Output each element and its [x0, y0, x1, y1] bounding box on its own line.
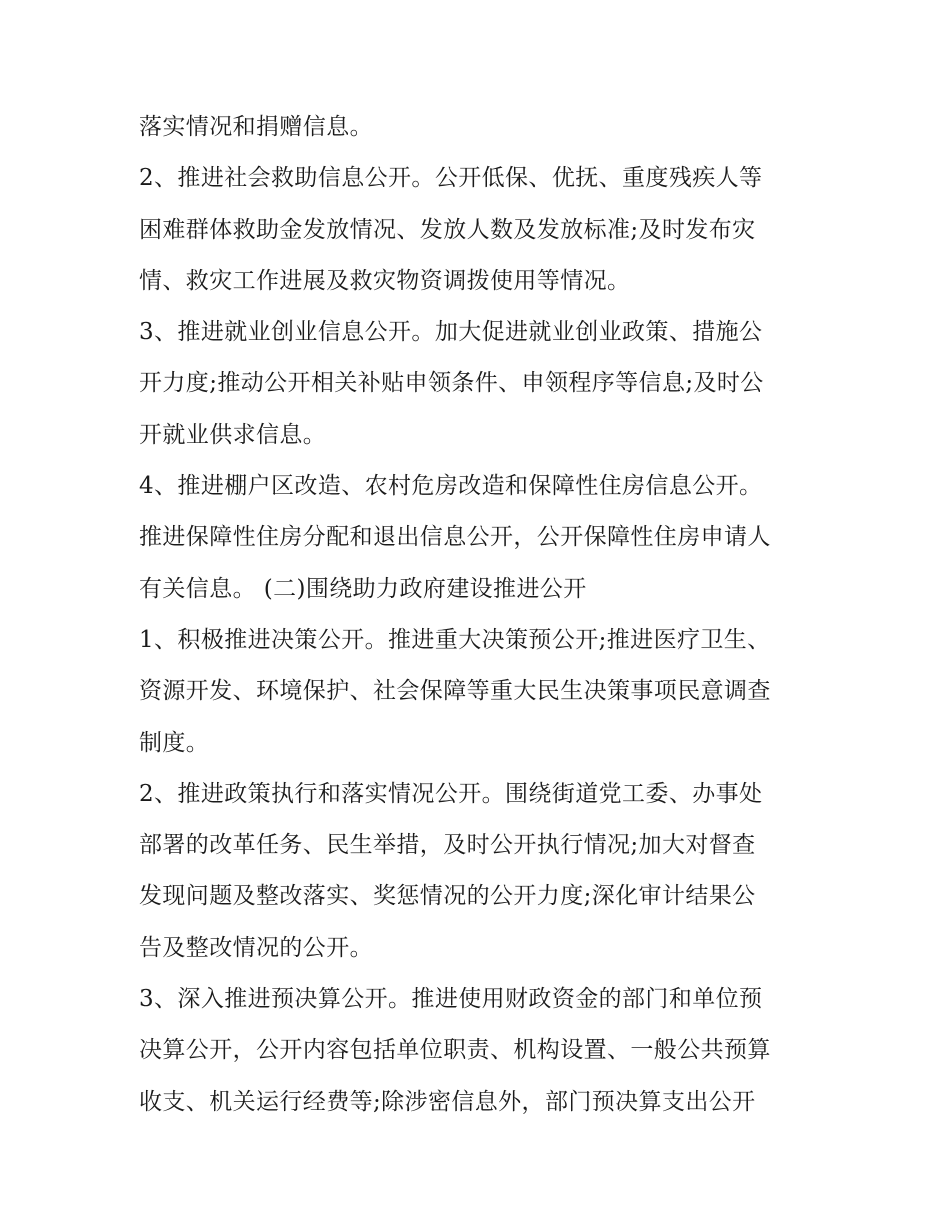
text-line-11: 1、积极推进决策公开。推进重大决策预公开;推进医疗卫生、 — [139, 626, 771, 653]
text-line-4: 情、救灾工作进展及救灾物资调拨使用等情况。 — [139, 267, 631, 294]
text-line-2: 2、推进社会救助信息公开。公开低保、优抚、重度残疾人等 — [139, 165, 763, 192]
text-line-13: 制度。 — [139, 729, 210, 756]
text-line-15: 部署的改革任务、民生举措，及时公开执行情况;加大对督查 — [139, 832, 756, 859]
text-line-16: 发现问题及整改落实、奖惩情况的公开力度;深化审计结果公 — [139, 883, 756, 910]
text-line-6: 开力度;推动公开相关补贴申领条件、申领程序等信息;及时公 — [139, 370, 764, 397]
text-line-5: 3、推进就业创业信息公开。加大促进就业创业政策、措施公 — [139, 319, 763, 346]
text-line-12: 资源开发、环境保护、社会保障等重大民生决策事项民意调查 — [139, 678, 771, 705]
text-line-17: 告及整改情况的公开。 — [139, 934, 373, 961]
text-line-8: 4、推进棚户区改造、农村危房改造和保障性住房信息公开。 — [139, 473, 763, 500]
text-line-14: 2、推进政策执行和落实情况公开。围绕街道党工委、办事处 — [139, 780, 763, 807]
text-line-7: 开就业供求信息。 — [139, 421, 327, 448]
text-line-1: 落实情况和捐赠信息。 — [139, 114, 373, 140]
text-line-19: 决算公开，公开内容包括单位职责、机构设置、一般公共预算 — [139, 1037, 771, 1064]
text-line-9: 推进保障性住房分配和退出信息公开，公开保障性住房申请人 — [139, 524, 771, 551]
text-line-3: 困难群体救助金发放情况、发放人数及发放标准;及时发布灾 — [139, 216, 756, 243]
text-line-18: 3、深入推进预决算公开。推进使用财政资金的部门和单位预 — [139, 986, 763, 1013]
document-body — [139, 102, 829, 1128]
text-line-10: 有关信息。 (二)围绕助力政府建设推进公开 — [139, 575, 587, 602]
text-line-20: 收支、机关运行经费等;除涉密信息外，部门预决算支出公开 — [139, 1088, 756, 1115]
